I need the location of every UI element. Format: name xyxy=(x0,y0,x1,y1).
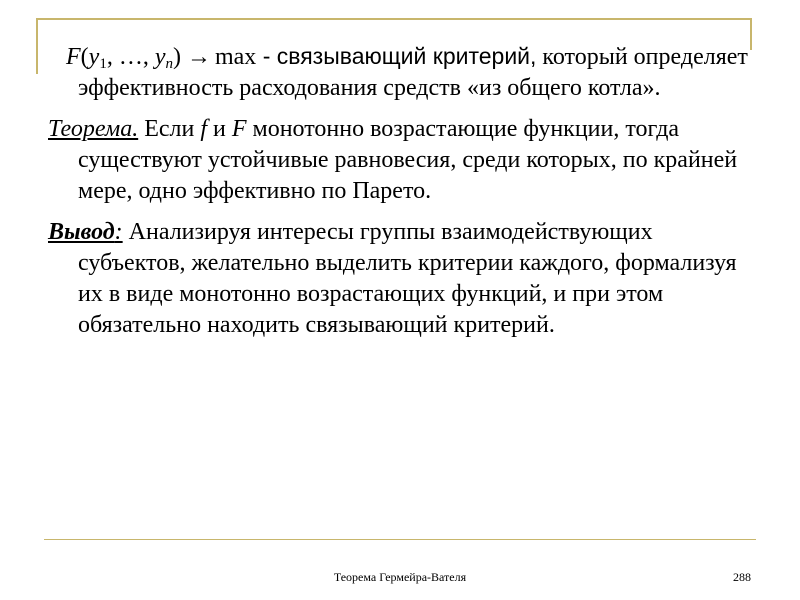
frame-top-line xyxy=(36,18,752,20)
theorem-f: f xyxy=(200,116,207,142)
frame-left-line xyxy=(36,18,38,74)
formula-yn: y xyxy=(154,44,166,70)
theorem-text-a: Если xyxy=(138,116,201,142)
theorem-text-b: и xyxy=(207,116,232,142)
criterion-paragraph xyxy=(48,41,766,104)
formula-func: F xyxy=(66,44,81,70)
theorem-paragraph xyxy=(48,114,766,207)
criterion-suffix: - связывающий критерий, xyxy=(256,43,537,69)
formula-subn: n xyxy=(165,56,173,72)
formula-sep1: , xyxy=(106,44,119,70)
formula-arrow: → xyxy=(186,44,211,70)
formula-sub1: 1 xyxy=(99,56,107,72)
conclusion-label: Вывод xyxy=(48,219,115,245)
slide-content xyxy=(48,41,766,351)
theorem-F: F xyxy=(231,116,247,142)
criterion-description: который определяет эффективность расходования средств «из общего котла». xyxy=(78,44,748,101)
theorem-text-c: монотонно возрастающие функции, тогда существуют устойчивые равновесия, среди которых, по крайней мере, одно эффективно по Парето. xyxy=(78,116,738,204)
formula-close: ) xyxy=(172,44,181,70)
formula-max: max xyxy=(214,44,257,70)
frame-bottom-line xyxy=(44,539,756,540)
formula-dots: … xyxy=(118,44,143,70)
footer-title: Теорема Гермейра-Вателя xyxy=(333,570,467,584)
page-number: 288 xyxy=(733,570,751,584)
conclusion-paragraph xyxy=(48,217,766,341)
formula-y1: y xyxy=(88,44,100,70)
criterion-formula xyxy=(66,42,256,73)
theorem-label: Теорема. xyxy=(48,116,139,142)
conclusion-text: Анализируя интересы группы взаимодействующих субъектов, желательно выделить критерии каждого, формализуя их в виде монотонно возрастающих функций, и при этом обязательно находить связывающий критерий. xyxy=(78,219,737,338)
formula-open: ( xyxy=(80,44,89,70)
conclusion-colon: : xyxy=(114,219,123,245)
formula-sep2: , xyxy=(142,44,155,70)
